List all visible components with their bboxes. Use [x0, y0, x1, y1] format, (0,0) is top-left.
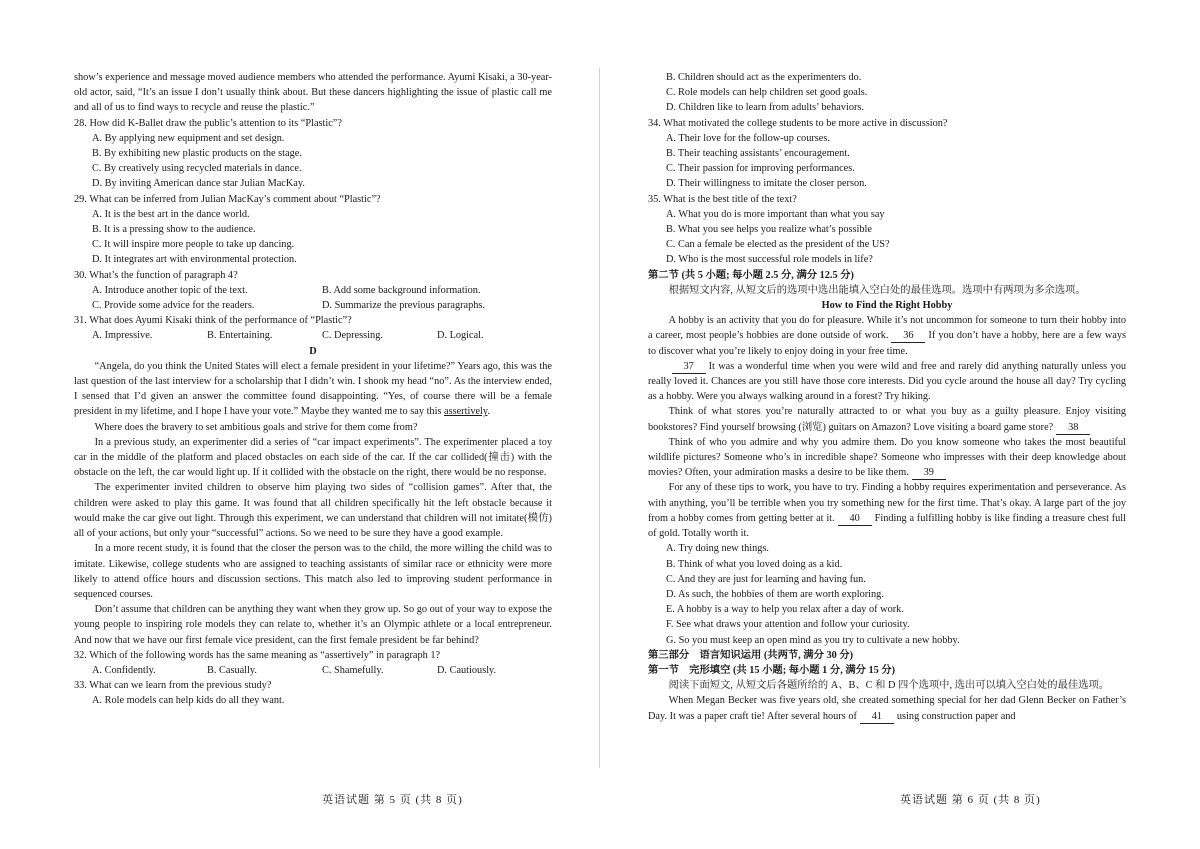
- passage-d-paragraph-1: [74, 359, 552, 420]
- cloze-section-heading: 第一节 完形填空 (共 15 小题; 每小题 1 分, 满分 15 分): [648, 664, 896, 676]
- paragraph-1-period: .: [487, 406, 490, 418]
- q35-option-a: A. What you do is more important than what you say: [666, 208, 885, 220]
- q28-option-c: C. By creatively using recycled materials in dance.: [92, 163, 302, 175]
- hobby-paragraph-4: [648, 435, 1126, 481]
- blank-39[interactable]: 39: [912, 467, 946, 480]
- q31-option-d: D. Logical.: [437, 330, 484, 342]
- q30-option-c: C. Provide some advice for the readers.: [92, 300, 255, 312]
- q33-option-b: B. Children should act as the experimenters do.: [666, 72, 862, 83]
- q29-option-b: B. It is a pressing show to the audience.: [92, 224, 256, 236]
- q34-option-d: D. Their willingness to imitate the closer person.: [666, 178, 867, 190]
- question-35: [648, 192, 1126, 268]
- q33-option-c: C. Role models can help children set good goals.: [666, 87, 868, 99]
- q30-options-row-2: [92, 298, 552, 313]
- hobby-p5-text-b: Finding a fulfilling hobby is like finding a treasure chest full of gold. Totally worth it.: [648, 512, 1126, 540]
- answer-choices: [648, 541, 1126, 647]
- q28-option-a: A. By applying new equipment and set design.: [92, 132, 285, 144]
- q32-option-c: C. Shamefully.: [322, 664, 384, 676]
- question-35-stem: 35. What is the best title of the text?: [648, 193, 797, 205]
- q35-option-b: B. What you see helps you realize what’s possible: [666, 224, 872, 236]
- question-33-stem: 33. What can we learn from the previous study?: [74, 680, 272, 692]
- choice-b: B. Think of what you loved doing as a kid.: [666, 558, 843, 570]
- question-30: [74, 268, 552, 314]
- passage-d-paragraph-4: The experimenter invited children to observe him playing two sides of “collision games”. After that, the children were asked to play this game. It was found that all children specifically hit the left obstacle because it would make the car give out light. Through this experiment, we can understand that children will not imitate(模仿) all of your actions, but only your “successful” actions. So we need to be sure they have a good example.: [74, 482, 552, 540]
- question-29: [74, 192, 552, 268]
- hobby-p4-text: Think of who you admire and why you admire them. Do you know someone who takes the most beautiful wildlife pictures? Someone who’s in incredible shape? Someone who impresses with their deep knowledge about movies? Often, your admiration masks a desire to be like them.: [648, 436, 1126, 479]
- question-29-stem: 29. What can be inferred from Julian MacKay’s comment about “Plastic”?: [74, 193, 381, 205]
- cloze-text-a: When Megan Becker was five years old, she created something special for her dad Glenn Becker on Father’s Day. It was a paper craft tie! After several hours of: [648, 695, 1126, 722]
- left-page-column: [74, 70, 552, 709]
- choice-d: D. As such, the hobbies of them are worth exploring.: [666, 588, 884, 600]
- q28-option-b: B. By exhibiting new plastic products on the stage.: [92, 148, 302, 160]
- hobby-paragraph-5: [648, 480, 1126, 541]
- q31-options: [92, 328, 552, 343]
- q28-option-d: D. By inviting American dance star Julian MacKay.: [92, 178, 305, 190]
- part-3-heading: 第三部分 语言知识运用 (共两节, 满分 30 分): [648, 649, 854, 661]
- page-6-footer: 英语试题 第 6 页 (共 8 页): [900, 794, 1041, 806]
- passage-d-paragraph-2: Where does the bravery to set ambitious goals and strive for them come from?: [94, 421, 418, 433]
- q29-option-c: C. It will inspire more people to take up dancing.: [92, 239, 295, 251]
- q30-option-a: A. Introduce another topic of the text.: [92, 284, 248, 296]
- hobby-p1-text-a: A hobby is an activity that you do for pleasure. While it’s not uncommon for someone to turn their hobby into a career, most people’s hobbies are done outside of work.: [648, 315, 1126, 342]
- hobby-paragraph-3: [648, 404, 1126, 434]
- blank-38[interactable]: 38: [1056, 422, 1090, 435]
- q32-option-d: D. Cautiously.: [437, 664, 497, 676]
- passage-d-paragraph-5: In a more recent study, it is found that the closer the person was to the child, the more willing the child was to imitate. Likewise, college students who are assigned to teaching assistants of similar race or ethnicity were more likely to attend office hours and discussion sections. This match also led to improving student performance in sequenced courses.: [74, 543, 552, 600]
- passage-d-heading: D: [309, 345, 317, 357]
- blank-36[interactable]: 36: [891, 330, 925, 343]
- hobby-paragraph-1: [648, 313, 1126, 359]
- q30-options-row-1: [92, 283, 552, 298]
- q30-option-b: B. Add some background information.: [322, 284, 481, 296]
- q31-option-c: C. Depressing.: [322, 330, 383, 342]
- section-2-instructions: 根据短文内容, 从短文后的选项中选出能填入空白处的最佳选项。选项中有两项为多余选项。: [668, 284, 1086, 296]
- cloze-instructions: 阅读下面短文, 从短文后各题所给的 A、B、C 和 D 四个选项中, 选出可以填入空白处的最佳选项。: [668, 680, 1110, 692]
- q32-option-a: A. Confidently.: [92, 664, 156, 676]
- blank-40[interactable]: 40: [838, 513, 872, 526]
- q29-option-d: D. It integrates art with environmental protection.: [92, 254, 297, 266]
- passage-d-paragraph-6: Don’t assume that children can be anything they want when they grow up. So go out of your way to expose the young people to inspiring role models they can relate to, whether it’s an Olympic athlete or a local entrepreneur. And now that we have our first female vice president, can the first female president be far behind?: [74, 604, 552, 646]
- q29-option-a: A. It is the best art in the dance world.: [92, 208, 250, 220]
- question-31: [74, 313, 552, 343]
- q32-options: [92, 663, 552, 678]
- q33-option-a: A. Role models can help kids do all they want.: [92, 695, 285, 707]
- blank-37[interactable]: 37: [672, 361, 706, 374]
- hobby-p1-text-b: If you don’t have a hobby, here are a few ways to discover what you’re likely to enjoy doing in your free time.: [648, 330, 1126, 357]
- page-divider: [599, 68, 600, 768]
- question-34: [648, 116, 1126, 192]
- passage-c-ending: show’s experience and message moved audience members who attended the performance. Ayumi Kisaki, a 30-year-old actor, said, “It’s an issue I don’t usually think about. But these dancers highlighting the issue of plastic call me and all of us to find ways to recycle and reuse the plastic.”: [74, 72, 552, 114]
- question-28-stem: 28. How did K-Ballet draw the public’s attention to its “Plastic”?: [74, 117, 342, 129]
- choice-g: G. So you must keep an open mind as you try to cultivate a new hobby.: [666, 634, 960, 646]
- q35-option-d: D. Who is the most successful role models in life?: [666, 254, 873, 266]
- q31-option-b: B. Entertaining.: [207, 330, 273, 342]
- hobby-p3-text: Think of what stores you’re naturally attracted to or what you buy as a guilty pleasure. Enjoy visiting bookstores? Find yourself browsing (浏览) guitars on Amazon? Love visiting a board game store?: [648, 406, 1126, 433]
- q30-option-d: D. Summarize the previous paragraphs.: [322, 300, 485, 312]
- paragraph-1-text: “Angela, do you think the United States will elect a female president in your lifetime?” Years ago, this was the last question of the last interview for a scholarship that I didn’t win. I shook my head “no”. As the interview ended, I sensed that I’d given an answer the committee found disappointing. “Yes, of course there will be a female president in my lifetime, and I hope I have your vote.” Maybe they wanted me to say this: [74, 360, 552, 418]
- q33-option-d: D. Children like to learn from adults’ behaviors.: [666, 102, 864, 114]
- choice-f: F. See what draws your attention and follow your curiosity.: [666, 619, 910, 631]
- underlined-word-assertively: assertively: [444, 406, 488, 418]
- q32-option-b: B. Casually.: [207, 664, 257, 676]
- hobby-p2-text: It was a wonderful time when you were wild and free and rarely did anything naturally unless you really loved it. Chances are you still have those core interests. Did you cycle around the house all day? Try cycling as a hobby. Were you always walking around in a forest? Try hiking.: [648, 360, 1126, 403]
- question-32: [74, 648, 552, 678]
- page-5-footer: 英语试题 第 5 页 (共 8 页): [322, 794, 463, 806]
- hobby-p5-text-a: For any of these tips to work, you have to try. Finding a hobby requires experimentation and perseverance. As with anything, you’ll be terrible when you try something new for the first time. That’s okay. A large part of the joy from a hobby comes from getting better at it.: [648, 482, 1126, 524]
- choice-a: A. Try doing new things.: [666, 543, 769, 555]
- question-32-stem: 32. Which of the following words has the same meaning as “assertively” in paragraph 1?: [74, 649, 441, 661]
- choice-c: C. And they are just for learning and having fun.: [666, 573, 866, 585]
- choice-e: E. A hobby is a way to help you relax after a day of work.: [666, 604, 904, 616]
- cloze-paragraph-1: [648, 693, 1126, 723]
- q35-option-c: C. Can a female be elected as the president of the US?: [666, 239, 890, 251]
- q34-option-a: A. Their love for the follow-up courses.: [666, 132, 830, 144]
- blank-41[interactable]: 41: [860, 711, 894, 724]
- question-28: [74, 116, 552, 192]
- q34-option-c: C. Their passion for improving performances.: [666, 163, 855, 175]
- q34-option-b: B. Their teaching assistants’ encouragement.: [666, 148, 850, 160]
- right-page-column: [648, 70, 1126, 724]
- question-34-stem: 34. What motivated the college students to be more active in discussion?: [648, 117, 948, 129]
- q31-option-a: A. Impressive.: [92, 330, 153, 342]
- question-33: [74, 678, 552, 708]
- passage-title: How to Find the Right Hobby: [821, 300, 953, 312]
- hobby-paragraph-2: [648, 359, 1126, 405]
- question-31-stem: 31. What does Ayumi Kisaki think of the performance of “Plastic”?: [74, 315, 352, 327]
- section-2-heading: 第二节 (共 5 小题; 每小题 2.5 分, 满分 12.5 分): [648, 269, 854, 281]
- question-30-stem: 30. What’s the function of paragraph 4?: [74, 269, 238, 281]
- passage-d-paragraph-3: In a previous study, an experimenter did a series of “car impact experiments”. The experimenter placed a toy car in the middle of the platform and placed obstacles on each side of the car. If the car collided(撞击) with the obstacle on the left, the car would light up. If it collided with the obstacle on the right, there would be no response.: [74, 436, 552, 479]
- cloze-text-b: using construction paper and: [896, 710, 1016, 722]
